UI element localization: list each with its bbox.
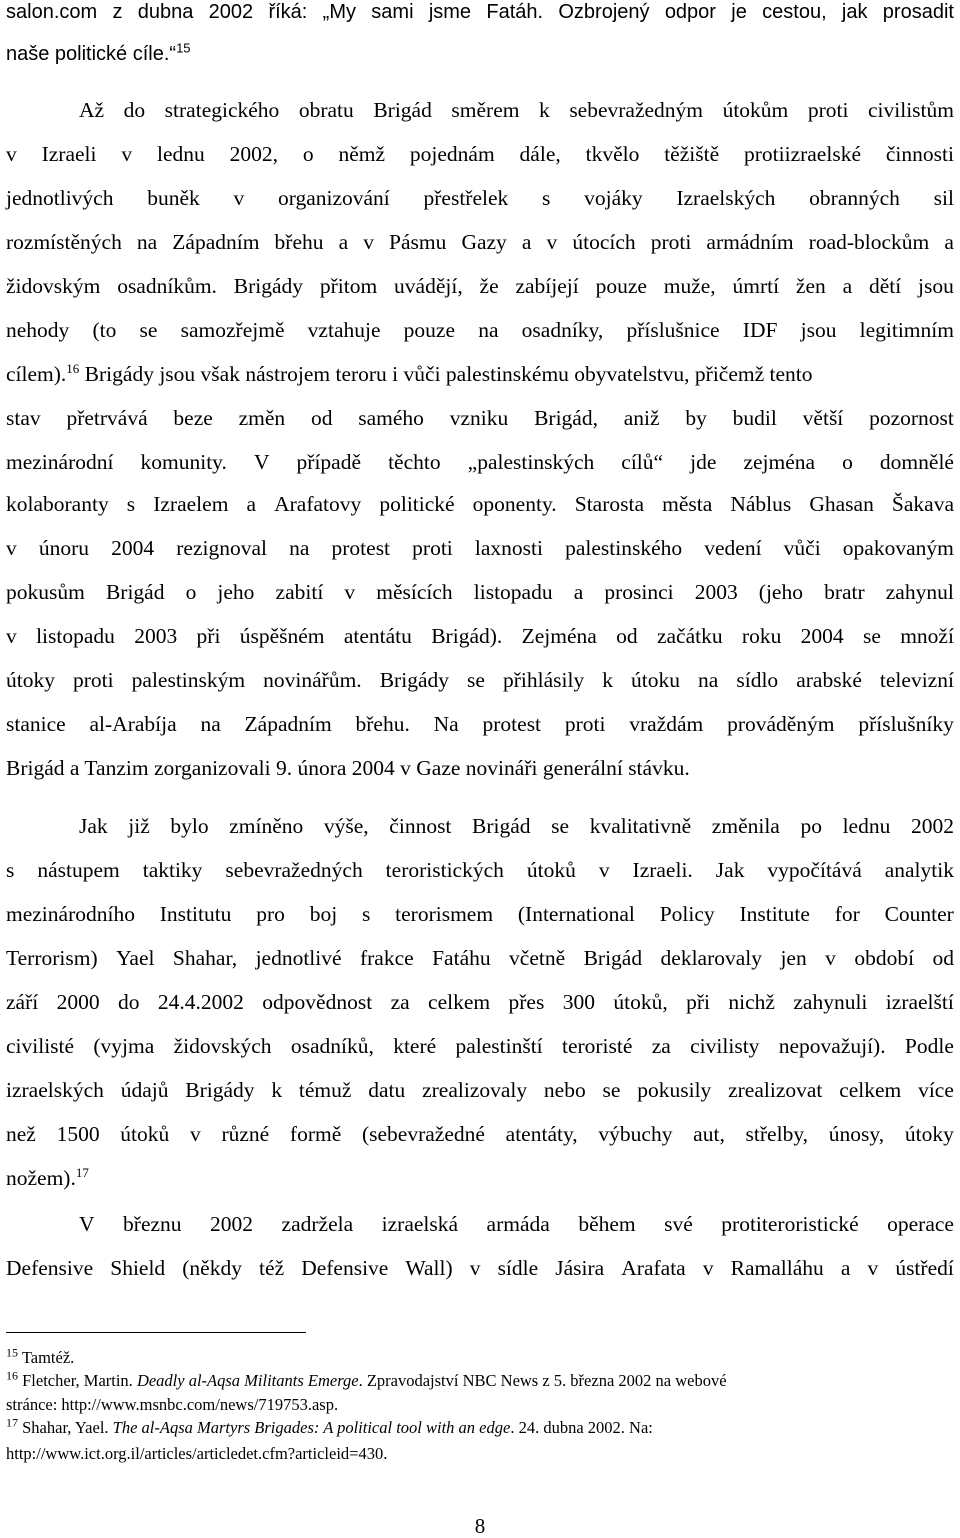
text-line: V březnu 2002 zadržela izraelská armáda během své protiteroristické operace xyxy=(79,1212,954,1236)
text-line: nožem).$^{17}$ xyxy=(6,1164,89,1190)
footnote: $^{17}$ Shahar, Yael. The al-Aqsa Martyrs Brigades: A political tool with an edge. 24. dubna 2002. Na: xyxy=(6,1415,653,1437)
footnote-ref: 16 xyxy=(66,360,80,376)
text-line: Jak již bylo zmíněno výše, činnost Brigád se kvalitativně změnila po lednu 2002 xyxy=(79,814,954,838)
footnote-ref: 15 xyxy=(176,40,191,56)
text-line: útoky proti palestinským novinářům. Brigády se přihlásily k útoku na sídlo arabské televizní xyxy=(6,668,954,692)
text-line: než 1500 útoků v různé formě (sebevražedné atentáty, výbuchy aut, střelby, únosy, útoky xyxy=(6,1122,954,1146)
text-line: v únoru 2004 rezignoval na protest proti laxnosti palestinského vedení vůči opakovaným xyxy=(6,536,954,560)
text-line: stanice al-Arabíja na Západním břehu. Na protest proti vraždám prováděným příslušníky xyxy=(6,712,954,736)
page-number: 8 xyxy=(474,1514,486,1538)
text-line: Brigád a Tanzim zorganizovali 9. února 2004 v Gaze novináři generální stávku. xyxy=(6,756,690,780)
footnote: $^{16}$ Fletcher, Martin. Deadly al-Aqsa Militants Emerge. Zpravodajství NBC News z 5. března 2002 na webové xyxy=(6,1368,727,1390)
footnote: http://www.ict.org.il/articles/articledet.cfm?articleid=430. xyxy=(6,1444,388,1463)
text-line: v listopadu 2003 při úspěšném atentátu Brigád). Zejména od začátku roku 2004 se množí xyxy=(6,624,954,648)
text-line: salon.com z dubna 2002 říká: „My sami jsme Fatáh. Ozbrojený odpor je cestou, jak prosadit xyxy=(6,1,954,23)
text-line: pokusům Brigád o jeho zabití v měsících listopadu a prosinci 2003 (jeho bratr zahynul xyxy=(6,580,954,604)
footnote: $^{15}$ Tamtéž. xyxy=(6,1345,75,1367)
footnote-number: 17 xyxy=(6,1415,18,1430)
text-line: Až do strategického obratu Brigád směrem k sebevražedným útokům proti civilistům xyxy=(79,98,954,122)
text-line: nehody (to se samozřejmě vztahuje pouze na osadníky, příslušnice IDF jsou legitimním xyxy=(6,318,954,342)
text-line: stav přetrvává beze změn od samého vzniku Brigád, aniž by budil větší pozornost xyxy=(6,406,954,430)
text-line: cílem).$^{16}$ Brigády jsou však nástrojem teroru i vůči palestinskému obyvatelstvu, přičemž tento xyxy=(6,360,813,386)
text-line: Terrorism) Yael Shahar, jednotlivé frakce Fatáhu včetně Brigád deklarovaly jen v období od xyxy=(6,946,954,970)
text-line: civilisté (vyjma židovských osadníků, které palestinští teroristé za civilisty nepovažují). Podle xyxy=(6,1034,954,1058)
text-line: mezinárodní komunity. V případě těchto „palestinských cílů“ jde zejména o domnělé xyxy=(6,450,954,474)
footnote: stránce: http://www.msnbc.com/news/719753.asp. xyxy=(6,1395,339,1414)
footnote-ref: 17 xyxy=(75,1164,89,1180)
footnote-number: 15 xyxy=(6,1345,18,1360)
text-line: židovským osadníkům. Brigády přitom uvádějí, že zabíjejí pouze muže, úmrtí žen a dětí jsou xyxy=(6,274,954,298)
text-line: v Izraeli v lednu 2002, o němž pojednám dále, tkvělo těžiště protiizraelské činnosti xyxy=(6,142,954,166)
text-line: s nástupem taktiky sebevražedných teroristických útoků v Izraeli. Jak vypočítává analytik xyxy=(6,858,954,882)
text-line: izraelských údajů Brigády k témuž datu zrealizovaly nebo se pokusily zrealizovat celkem více xyxy=(6,1078,954,1102)
text-line: mezinárodního Institutu pro boj s terorismem (International Policy Institute for Counter xyxy=(6,902,954,926)
text-line: září 2000 do 24.4.2002 odpovědnost za celkem přes 300 útoků, při nichž zahynuli izraelští xyxy=(6,990,954,1014)
text-line: naše politické cíle.“$^{15}$ xyxy=(6,40,191,65)
footnote-separator xyxy=(6,1332,306,1333)
footnote-number: 16 xyxy=(6,1368,18,1383)
text-line: rozmístěných na Západním břehu a v Pásmu Gazy a v útocích proti armádním road-blockům a xyxy=(6,230,954,254)
text-line: Defensive Shield (někdy též Defensive Wall) v sídle Jásira Arafata v Ramalláhu a v ústředí xyxy=(6,1256,954,1280)
text-line: kolaboranty s Izraelem a Arafatovy politické oponenty. Starosta města Náblus Ghasan Šakava xyxy=(6,492,954,516)
text-line: jednotlivých buněk v organizování přestřelek s vojáky Izraelských obranných sil xyxy=(6,186,954,210)
